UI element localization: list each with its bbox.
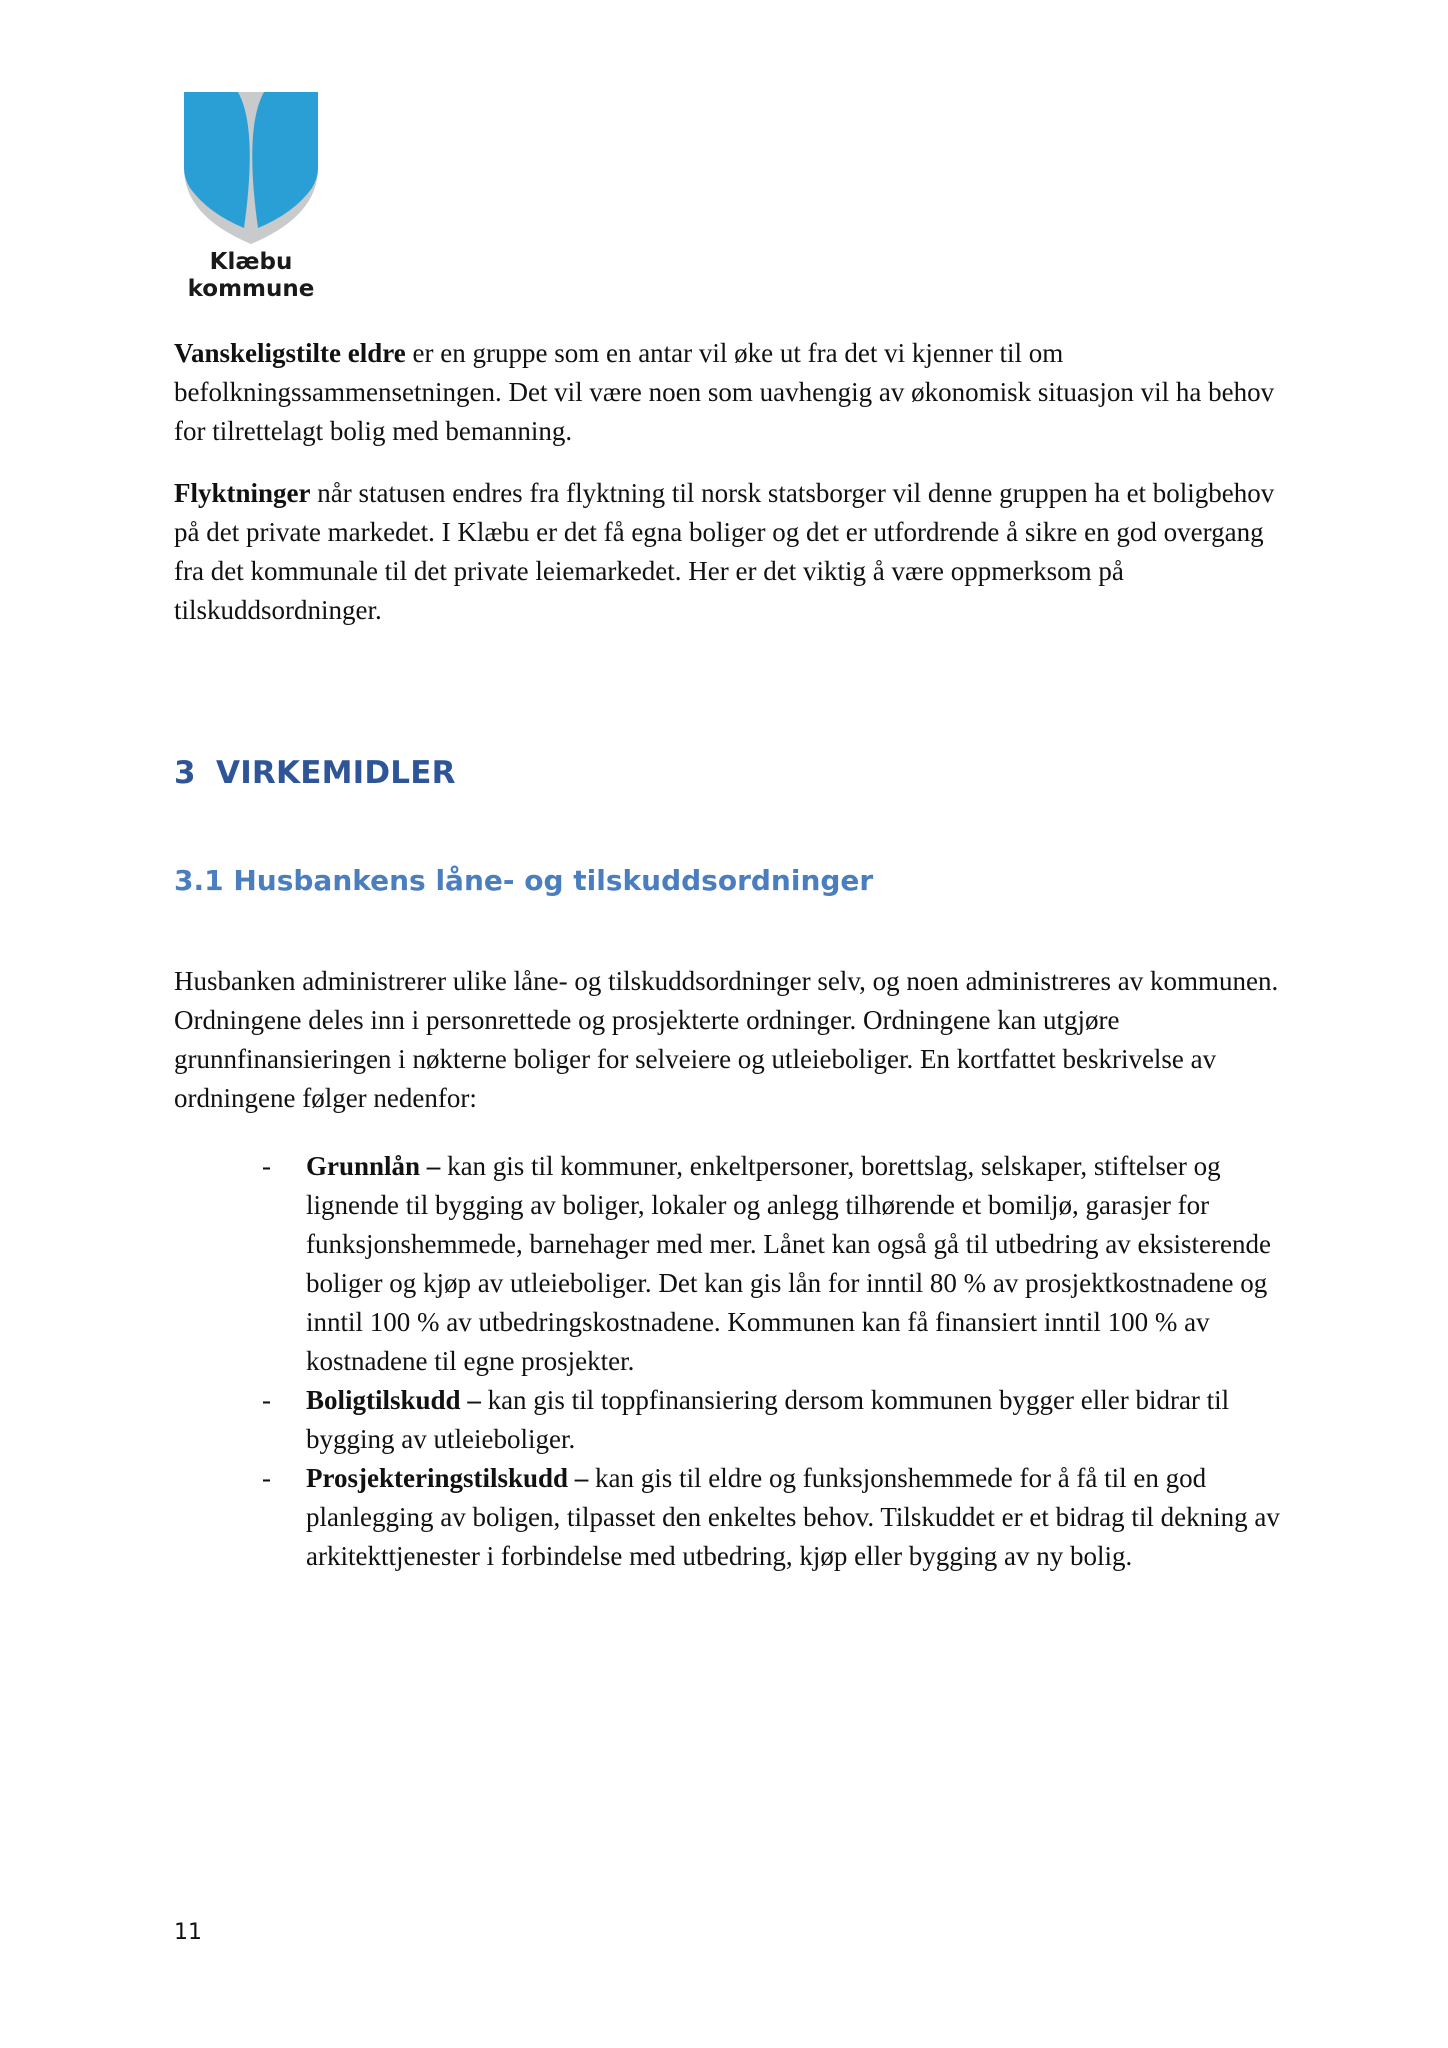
list-dash: - [262, 1151, 271, 1181]
list-dash: - [262, 1463, 271, 1493]
section-number: 3 [174, 755, 196, 791]
list-item-grunnlan [174, 1147, 1304, 1381]
list-item-text: kan gis til toppfinansiering dersom kommunen bygger eller bidrar til bygging av utleieboliger. [306, 1385, 1230, 1454]
list-item-term: Grunnlån – [306, 1151, 441, 1181]
section-title: VIRKEMIDLER [216, 755, 456, 791]
logo-name-line1: Klæbu [209, 249, 293, 275]
page-number: 11 [174, 1920, 202, 1945]
list-item-prosjekteringstilskudd [174, 1459, 1304, 1576]
subsection-heading: 3.1 Husbankens låne- og tilskuddsordninger [174, 864, 874, 897]
paragraph-flyktninger [174, 474, 1294, 630]
term-vanskeligstilte-eldre: Vanskeligstilte eldre [174, 338, 406, 368]
list-item-boligtilskudd [174, 1381, 1304, 1459]
list-dash: - [262, 1385, 271, 1415]
ordninger-list [174, 1147, 1304, 1576]
coat-of-arms-icon [178, 88, 324, 248]
paragraph-text: er en gruppe som en antar vil øke ut fra det vi kjenner til om befolkningssammensetningen. Det vil være noen som uavhengig av økonomisk situasjon vil ha behov for tilrettelagt bolig med bemanning. [174, 338, 1275, 446]
list-item-text: kan gis til kommuner, enkeltpersoner, borettslag, selskaper, stiftelser og lignende til bygging av boliger, lokaler og anlegg tilhørende et bomiljø, garasjer for funksjonshemmede, barnehager med mer. Lånet kan også gå til utbedring av eksisterende boliger og kjøp av utleieboliger. Det kan gis lån for inntil 80 % av prosjektkostnadene og inntil 100 % av utbedringskostnadene. Kommunen kan få finansiert inntil 100 % av kostnadene til egne prosjekter. [306, 1151, 1271, 1376]
list-item-text: kan gis til eldre og funksjonshemmede for å få til en god planlegging av boligen, tilpasset den enkeltes behov. Tilskuddet er et bidrag til dekning av arkitekttjenester i forbindelse med utbedring, kjøp eller bygging av ny bolig. [306, 1463, 1280, 1571]
list-item-term: Boligtilskudd – [306, 1385, 481, 1415]
logo-name-line2: kommune [187, 276, 315, 302]
paragraph-vanskeligstilte-eldre [174, 334, 1294, 451]
term-flyktninger: Flyktninger [174, 478, 311, 508]
kommune-logo [178, 88, 324, 308]
list-item-term: Prosjekteringstilskudd – [306, 1463, 589, 1493]
paragraph-text: når statusen endres fra flyktning til norsk statsborger vil denne gruppen ha et boligbehov på det private markedet. I Klæbu er det få egna boliger og det er utfordrende å sikre en god overgang fra det kommunale til det private leiemarkedet. Her er det viktig å være oppmerksom på tilskuddsordninger. [174, 478, 1275, 625]
section-heading [174, 755, 456, 791]
paragraph-husbanken: Husbanken administrerer ulike låne- og tilskuddsordninger selv, og noen administreres av kommunen. Ordningene deles inn i personrettede og prosjekterte ordninger. Ordningene kan utgjøre grunnfinansieringen i nøkterne boliger for selveiere og utleieboliger. En kortfattet beskrivelse av ordningene følger nedenfor: [174, 966, 1279, 1113]
